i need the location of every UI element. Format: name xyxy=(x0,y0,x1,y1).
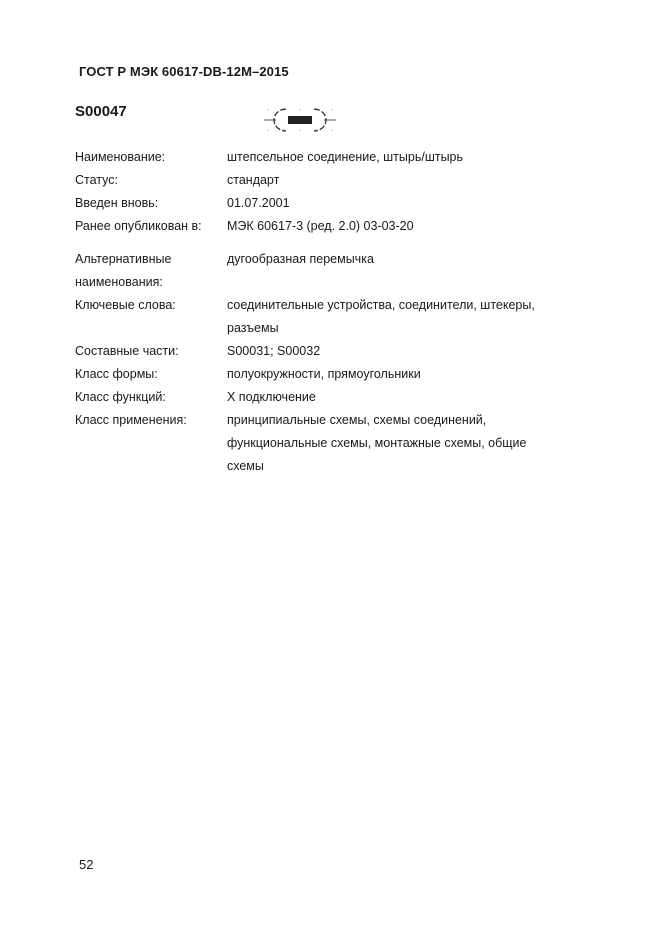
attribute-row xyxy=(75,386,595,409)
attribute-value: стандарт xyxy=(227,173,280,187)
attribute-value: S00031; S00032 xyxy=(227,344,321,358)
attribute-value: принципиальные схемы, схемы соединений, xyxy=(227,413,487,427)
attribute-row xyxy=(75,317,595,340)
attribute-value: МЭК 60617-3 (ред. 2.0) 03-03-20 xyxy=(227,219,414,233)
attribute-row xyxy=(75,455,595,478)
attribute-value: X подключение xyxy=(227,390,316,404)
attribute-value: схемы xyxy=(227,459,264,473)
attribute-label: Ранее опубликован в: xyxy=(75,219,202,233)
document-header: ГОСТ Р МЭК 60617-DB-12M–2015 xyxy=(79,64,289,79)
attribute-label: Класс функций: xyxy=(75,390,166,404)
attribute-row xyxy=(75,146,595,169)
attribute-label: Класс формы: xyxy=(75,367,158,381)
attribute-label: Введен вновь: xyxy=(75,196,159,210)
attribute-label xyxy=(75,455,227,478)
attribute-value: полуокружности, прямоугольники xyxy=(227,367,421,381)
attribute-row xyxy=(75,215,595,238)
attribute-label xyxy=(75,317,227,340)
attribute-row xyxy=(75,432,595,455)
attribute-value: дугообразная перемычка xyxy=(227,252,374,266)
plug-connector-icon xyxy=(262,106,338,134)
attribute-value: 01.07.2001 xyxy=(227,196,290,210)
attribute-label: Составные части: xyxy=(75,344,179,358)
attribute-table xyxy=(75,146,595,478)
attribute-value: штепсельное соединение, штырь/штырь xyxy=(227,150,464,164)
attribute-row xyxy=(75,363,595,386)
attribute-label: наименования: xyxy=(75,275,163,289)
page-number: 52 xyxy=(79,857,94,872)
symbol-code: S00047 xyxy=(75,103,127,120)
attribute-value: разъемы xyxy=(227,321,279,335)
attribute-value: соединительные устройства, соединители, штекеры, xyxy=(227,298,535,312)
attribute-label: Наименование: xyxy=(75,150,166,164)
attribute-label: Ключевые слова: xyxy=(75,298,176,312)
attribute-label: Статус: xyxy=(75,173,118,187)
attribute-label xyxy=(75,432,227,455)
attribute-row xyxy=(75,340,595,363)
attribute-row xyxy=(75,409,595,432)
attribute-row xyxy=(75,294,595,317)
attribute-label: Альтернативные xyxy=(75,252,172,266)
attribute-value xyxy=(227,271,595,294)
attribute-value: функциональные схемы, монтажные схемы, общие xyxy=(227,436,527,450)
attribute-row xyxy=(75,271,595,294)
attribute-row xyxy=(75,248,595,271)
attribute-row xyxy=(75,192,595,215)
attribute-row xyxy=(75,169,595,192)
attribute-label: Класс применения: xyxy=(75,413,187,427)
